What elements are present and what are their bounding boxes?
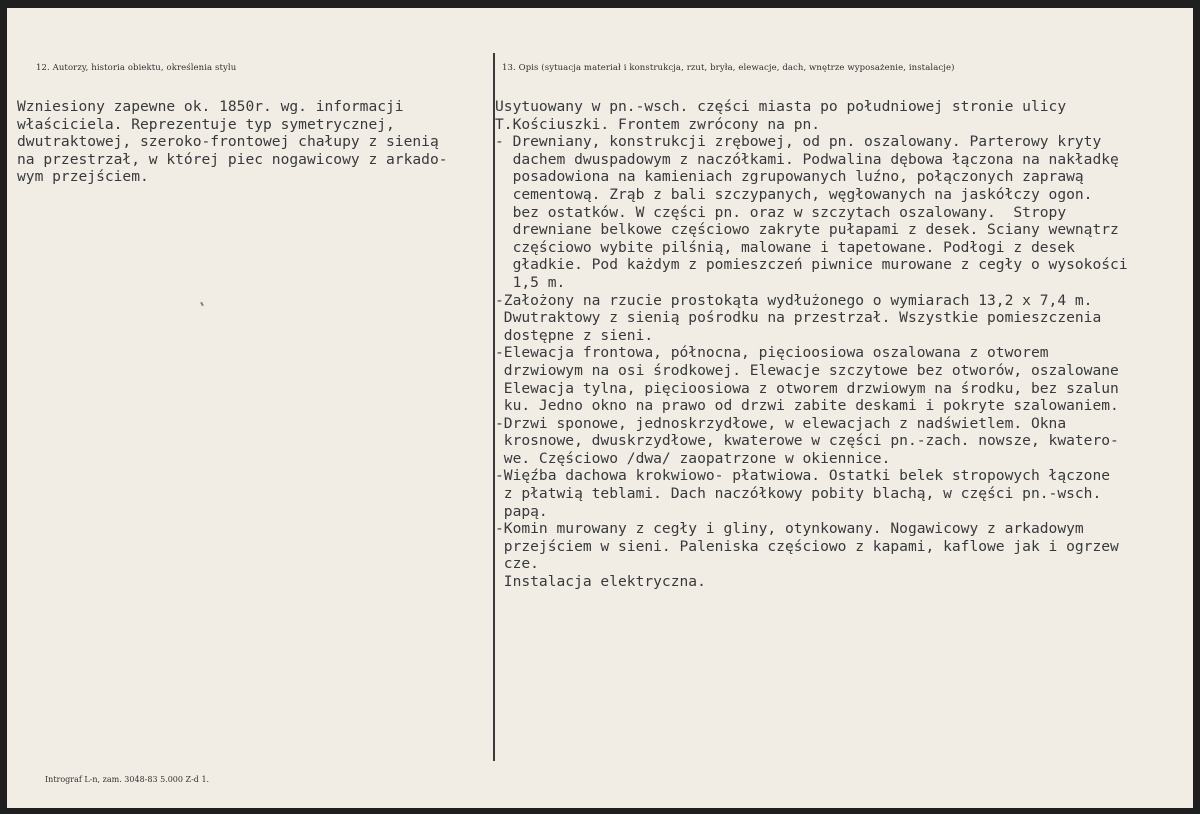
- typed-line: wym przejściem.: [17, 168, 149, 186]
- typed-line: właściciela. Reprezentuje typ symetrycznej,: [17, 115, 395, 133]
- typed-line: we. Częściowo /dwa/ zaopatrzone w okiennice.: [495, 449, 891, 467]
- typed-line: posadowiona na kamieniach zgrupowanych luźno, połączonych zaprawą: [495, 168, 1084, 186]
- typed-line: krosnowe, dwuskrzydłowe, kwaterowe w części pn.-zach. nowsze, kwatero-: [495, 432, 1119, 450]
- section-12-text: [17, 98, 448, 186]
- typed-line: Wzniesiony zapewne ok. 1850r. wg. informacji: [17, 98, 404, 115]
- section-13-heading: 13. Opis (sytuacja materiał i konstrukcja, rzut, bryła, elewacje, dach, wnętrze wyposażenie, instalacje): [502, 63, 955, 73]
- typed-line: częściowo wybite pilśnią, malowane i tapetowane. Podłogi z desek: [495, 238, 1075, 256]
- typed-line: T.Kościuszki. Frontem zwrócony na pn.: [495, 115, 821, 133]
- typed-line: cze.: [495, 555, 539, 573]
- typed-line: -Komin murowany z cegły i gliny, otynkowany. Nogawicowy z arkadowym: [495, 520, 1084, 538]
- section-13-text: [495, 98, 1128, 591]
- typed-line: przejściem w sieni. Paleniska częściowo z kapami, kaflowe jak i ogrzew: [495, 537, 1119, 555]
- typed-line: dachem dwuspadowym z naczółkami. Podwalina dębowa łączona na nakładkę: [495, 150, 1119, 168]
- typed-line: Dwutraktowy z sienią pośrodku na przestrzał. Wszystkie pomieszczenia: [495, 309, 1102, 327]
- typed-line: -Drzwi sponowe, jednoskrzydłowe, w elewacjach z nadświetlem. Okna: [495, 414, 1067, 432]
- typed-line: drzwiowym na osi środkowej. Elewacje szczytowe bez otworów, oszalowane: [495, 361, 1119, 379]
- typed-line: drewniane belkowe częściowo zakryte pułapami z desek. Sciany wewnątrz: [495, 221, 1119, 239]
- paper-speck: [200, 302, 204, 306]
- typed-line: 1,5 m.: [495, 273, 566, 291]
- typed-line: Instalacja elektryczna.: [495, 573, 706, 591]
- typed-line: gładkie. Pod każdym z pomieszczeń piwnice murowane z cegły o wysokości: [495, 256, 1128, 274]
- typed-line: -Elewacja frontowa, północna, pięcioosiowa oszalowana z otworem: [495, 344, 1049, 362]
- typed-line: Usytuowany w pn.-wsch. części miasta po południowej stronie ulicy: [495, 98, 1067, 115]
- typed-line: bez ostatków. W części pn. oraz w szczytach oszalowany. Stropy: [495, 203, 1067, 221]
- typed-line: -Założony na rzucie prostokąta wydłużonego o wymiarach 13,2 x 7,4 m.: [495, 291, 1093, 309]
- typed-line: - Drewniany, konstrukcji zrębowej, od pn. oszalowany. Parterowy kryty: [495, 133, 1102, 151]
- typed-line: z płatwią teblami. Dach naczółkowy pobity blachą, w części pn.-wsch.: [495, 485, 1102, 503]
- typed-line: na przestrzał, w której piec nogawicowy z arkado-: [17, 150, 448, 168]
- typed-line: papą.: [495, 502, 548, 520]
- typed-line: dostępne z sieni.: [495, 326, 654, 344]
- printer-imprint: Intrograf L-n, zam. 3048-83 5.000 Z-d 1.: [45, 775, 210, 784]
- typed-line: ku. Jedno okno na prawo od drzwi zabite deskami i pokryte szalowaniem.: [495, 397, 1119, 415]
- typed-line: -Więźba dachowa krokwiowo- płatwiowa. Ostatki belek stropowych łączone: [495, 467, 1111, 485]
- typed-line: Elewacja tylna, pięcioosiowa z otworem drzwiowym na środku, bez szalun: [495, 379, 1119, 397]
- typed-line: dwutraktowej, szeroko-frontowej chałupy z sienią: [17, 133, 439, 151]
- section-12-heading: 12. Autorzy, historia obiektu, określenia stylu: [36, 63, 237, 73]
- typed-line: cementową. Zrąb z bali szczypanych, węgłowanych na jaskółczy ogon.: [495, 185, 1093, 203]
